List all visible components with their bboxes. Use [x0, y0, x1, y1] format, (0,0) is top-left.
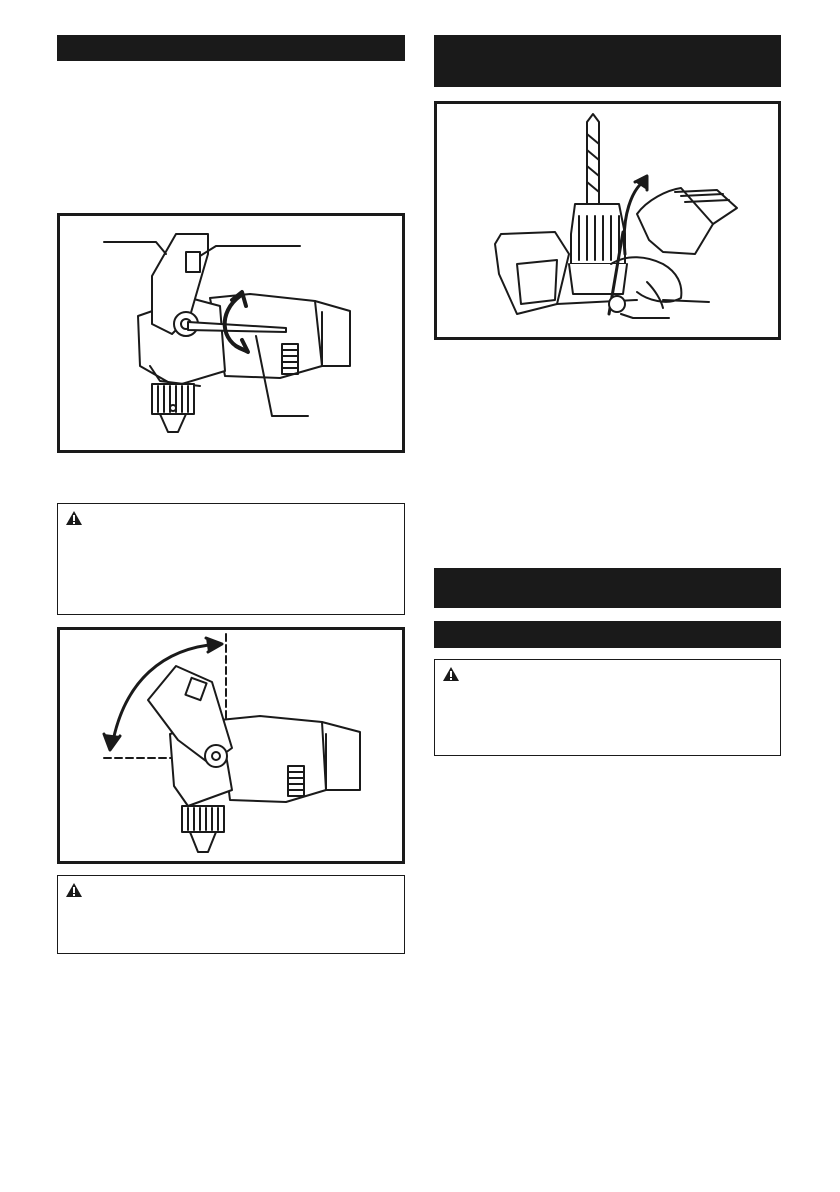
- chuck-key-bit-install-illustration: [437, 104, 778, 337]
- caution-box-2: [57, 875, 405, 954]
- drill-side-grip-illustration: [60, 216, 402, 450]
- caution-box-3: [434, 659, 781, 756]
- warning-triangle-icon: [65, 510, 83, 526]
- drill-handle-angle-illustration: [60, 630, 402, 861]
- figure-handle-angle: [57, 627, 405, 864]
- warning-triangle-icon: [65, 882, 83, 898]
- left-section-heading-bar: [57, 35, 405, 61]
- figure-handle-adjustment: [57, 213, 405, 453]
- figure-bit-install: [434, 101, 781, 340]
- warning-triangle-icon: [442, 666, 460, 682]
- right-section-heading-bar: [434, 35, 781, 87]
- caution-box-1: [57, 503, 405, 615]
- right-subsection-heading-bar: [434, 621, 781, 648]
- right-section-heading-bar-2: [434, 568, 781, 608]
